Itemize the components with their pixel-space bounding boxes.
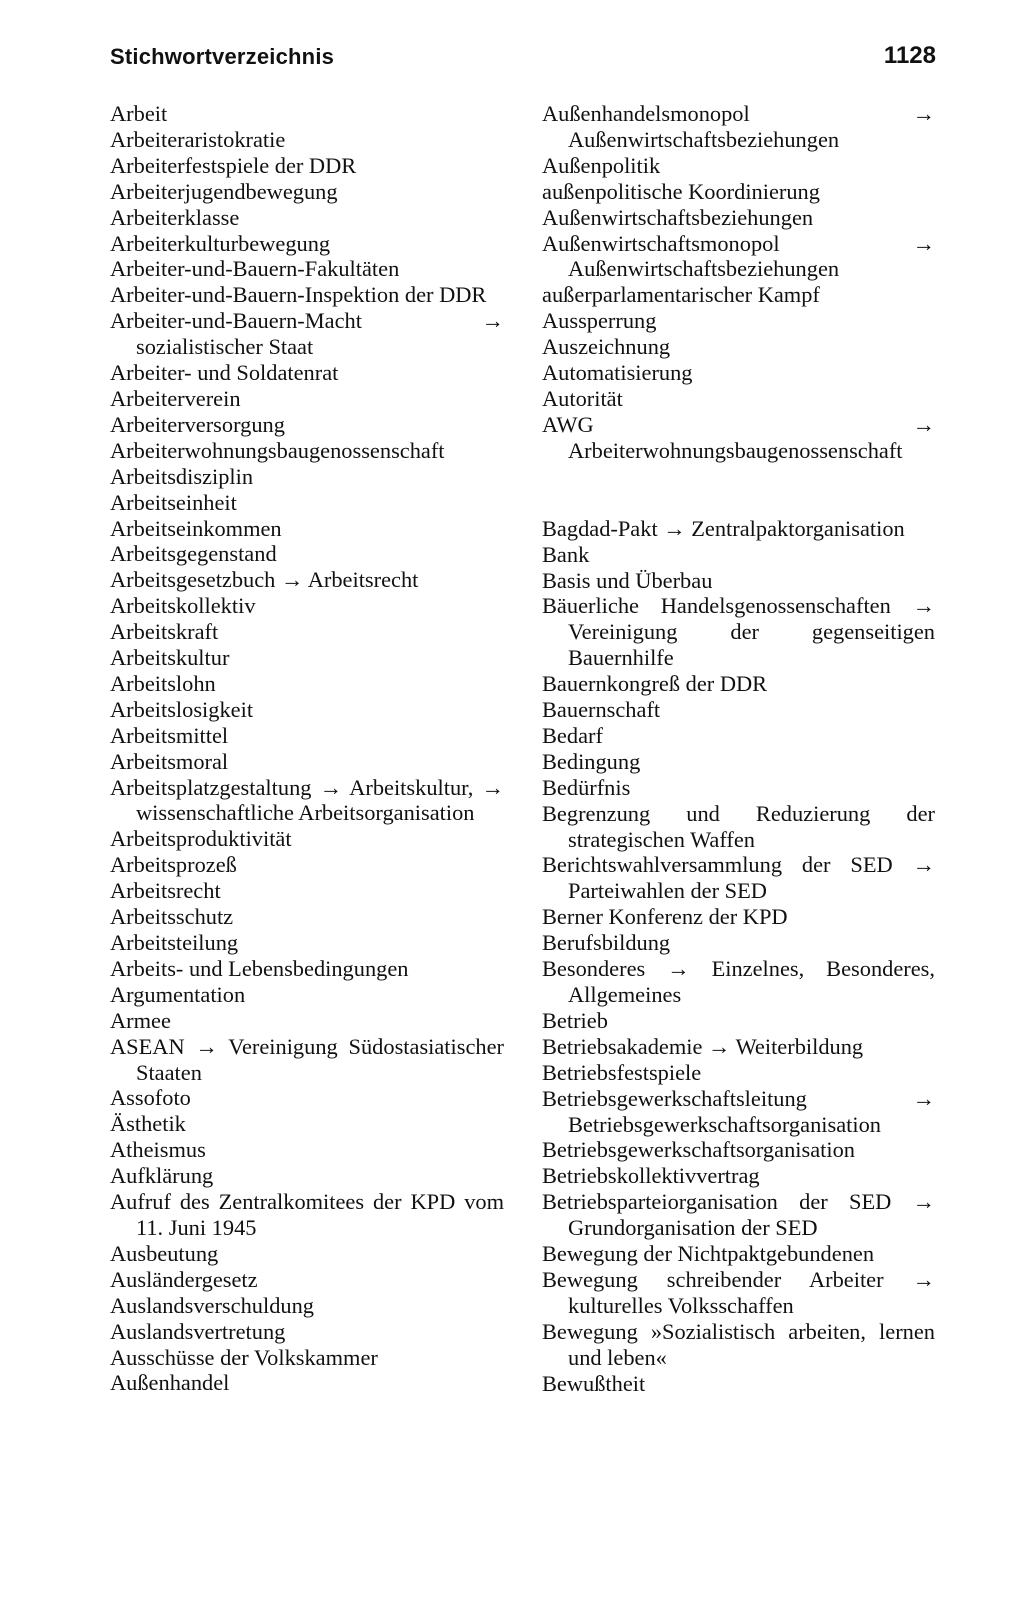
index-entry: Arbeitslosigkeit bbox=[110, 696, 254, 722]
index-entry: Arbeitsmittel bbox=[110, 722, 229, 748]
index-entry: Berufsbildung bbox=[542, 930, 671, 956]
index-entry: Betrieb bbox=[542, 1007, 608, 1033]
index-entry: Arbeiterfestspiele der DDR bbox=[110, 152, 357, 178]
index-entry: außenpolitische Koordinierung bbox=[542, 178, 820, 204]
index-entry: Bewegung der Nichtpaktgebundenen bbox=[542, 1241, 875, 1267]
index-entry: Arbeitsdisziplin bbox=[110, 463, 254, 489]
index-entry: Arbeitsmoral bbox=[110, 748, 229, 774]
section-gap bbox=[542, 464, 935, 516]
index-entry: Assofoto bbox=[110, 1085, 191, 1111]
index-entry: Bewegung »Sozialistisch arbeiten, lernen und leben« bbox=[542, 1318, 935, 1370]
index-entry: Arbeiter-und-Bauern-Macht → sozialistischer Staat bbox=[110, 308, 504, 360]
index-entry: Bedarf bbox=[542, 722, 603, 748]
index-entry: Betriebsparteiorganisation der SED → Grundorganisation der SED bbox=[542, 1189, 935, 1241]
index-entry: Auslandsverschuldung bbox=[110, 1292, 314, 1318]
index-entry: Arbeitsproduktivität bbox=[110, 826, 292, 852]
index-entry: Bäuerliche Handelsgenossenschaften → Vereinigung der gegenseitigen Bauernhilfe bbox=[542, 593, 935, 671]
index-entry: Arbeit bbox=[110, 101, 168, 126]
index-entry: Arbeiterverein bbox=[110, 385, 241, 411]
index-entry: Basis und Überbau bbox=[542, 567, 713, 593]
index-entry: Arbeitsschutz bbox=[110, 904, 234, 930]
index-entry: Atheismus bbox=[110, 1137, 206, 1163]
page-header bbox=[110, 44, 936, 80]
index-entry: Aufruf des Zentralkomitees der KPD vom 11. Juni 1945 bbox=[110, 1189, 504, 1240]
index-entry: AWG → Arbeiterwohnungsbaugenossenschaft bbox=[542, 411, 935, 463]
index-column-left bbox=[110, 101, 504, 1396]
index-entry: Arbeitsteilung bbox=[110, 930, 239, 955]
index-entry: Arbeits- und Lebensbedingungen bbox=[110, 955, 409, 981]
index-entry: Arbeitskollektiv bbox=[110, 593, 256, 619]
page-title: Stichwortverzeichnis bbox=[110, 44, 335, 69]
index-entry: Bagdad-Pakt → Zentralpaktorganisation bbox=[542, 515, 905, 541]
index-section-a bbox=[542, 101, 935, 464]
index-entry: Arbeiteraristokratie bbox=[110, 126, 286, 152]
index-entry: Betriebskollektivvertrag bbox=[542, 1163, 760, 1189]
index-entry: Ausländergesetz bbox=[110, 1266, 258, 1292]
index-entry: Arbeiter-und-Bauern-Fakultäten bbox=[110, 256, 400, 282]
index-entry: Berichtswahlversammlung der SED → Parteiwahlen der SED bbox=[542, 852, 935, 904]
index-entry: Aufklärung bbox=[110, 1163, 214, 1189]
index-entry: Armee bbox=[110, 1007, 171, 1033]
index-entry: Berner Konferenz der KPD bbox=[542, 904, 788, 930]
index-entry: Begrenzung und Reduzierung der strategischen Waffen bbox=[542, 800, 935, 852]
index-entry: Automatisierung bbox=[542, 360, 693, 386]
index-entry: Argumentation bbox=[110, 981, 246, 1007]
index-entry: Auszeichnung bbox=[542, 334, 671, 360]
index-entry: Arbeitsprozeß bbox=[110, 852, 237, 878]
index-entry: Arbeiter- und Soldatenrat bbox=[110, 360, 339, 386]
index-entry: Betriebsfestspiele bbox=[542, 1059, 702, 1085]
index-entry: Autorität bbox=[542, 385, 623, 411]
index-entry: Arbeitseinkommen bbox=[110, 515, 282, 541]
index-entry: Außenwirtschaftsbeziehungen bbox=[542, 204, 814, 230]
index-entry: Bedingung bbox=[542, 748, 641, 774]
index-entry: Ästhetik bbox=[110, 1111, 186, 1137]
index-entry: Arbeitslohn bbox=[110, 670, 216, 696]
index-entry: ASEAN → Vereinigung Südostasiatischer Staaten bbox=[110, 1033, 504, 1085]
index-entry: Außenhandel bbox=[110, 1370, 230, 1396]
index-entry: Außenhandelsmonopol → Außenwirtschaftsbeziehungen bbox=[542, 101, 935, 152]
index-entry: Arbeiterwohnungsbaugenossenschaft bbox=[110, 437, 445, 463]
index-section-b bbox=[542, 516, 935, 1397]
index-entry: Arbeitsgesetzbuch → Arbeitsrecht bbox=[110, 567, 419, 593]
index-entry: Ausbeutung bbox=[110, 1240, 219, 1266]
index-entry: Bauernschaft bbox=[542, 697, 661, 723]
index-entry: Außenwirtschaftsmonopol → Außenwirtschaftsbeziehungen bbox=[542, 230, 935, 282]
index-entry: Aussperrung bbox=[542, 308, 657, 334]
index-column-right bbox=[542, 101, 935, 1397]
index-entry: Bank bbox=[542, 541, 590, 567]
index-entry: Auslandsvertretung bbox=[110, 1318, 286, 1344]
index-entry: Außenpolitik bbox=[542, 152, 661, 178]
index-entry: Betriebsgewerkschaftsorganisation bbox=[542, 1137, 855, 1163]
index-entry: Betriebsakademie → Weiterbildung bbox=[542, 1033, 864, 1059]
index-entry: Arbeiter-und-Bauern-Inspektion der DDR bbox=[110, 282, 487, 308]
index-entry: Bauernkongreß der DDR bbox=[542, 671, 768, 697]
index-entry: Arbeitsgegenstand bbox=[110, 541, 277, 567]
index-entry: Arbeitseinheit bbox=[110, 489, 237, 515]
index-entry: Arbeitskraft bbox=[110, 619, 219, 645]
index-entry: Betriebsgewerkschaftsleitung → Betriebsgewerkschaftsorganisation bbox=[542, 1085, 935, 1137]
index-entry: Besonderes → Einzelnes, Besonderes, Allgemeines bbox=[542, 956, 935, 1007]
index-entry: außerparlamentarischer Kampf bbox=[542, 282, 820, 308]
index-entry: Bewußtheit bbox=[542, 1370, 646, 1396]
index-entry: Arbeitskultur bbox=[110, 645, 230, 671]
index-entry: Arbeitsplatzgestaltung → Arbeitskultur, → wissenschaftliche Arbeitsorganisation bbox=[110, 774, 504, 826]
index-entry: Bewegung schreibender Arbeiter → kulturelles Volksschaffen bbox=[542, 1266, 935, 1318]
index-entry: Bedürfnis bbox=[542, 774, 631, 800]
index-entry: Arbeiterklasse bbox=[110, 204, 240, 230]
index-entry: Arbeiterkulturbewegung bbox=[110, 230, 331, 256]
index-entry: Arbeiterjugendbewegung bbox=[110, 178, 338, 204]
index-entry: Ausschüsse der Volkskammer bbox=[110, 1344, 378, 1370]
page-number: 1128 bbox=[883, 42, 936, 69]
index-entry: Arbeiterversorgung bbox=[110, 411, 285, 437]
index-entry: Arbeitsrecht bbox=[110, 878, 221, 904]
